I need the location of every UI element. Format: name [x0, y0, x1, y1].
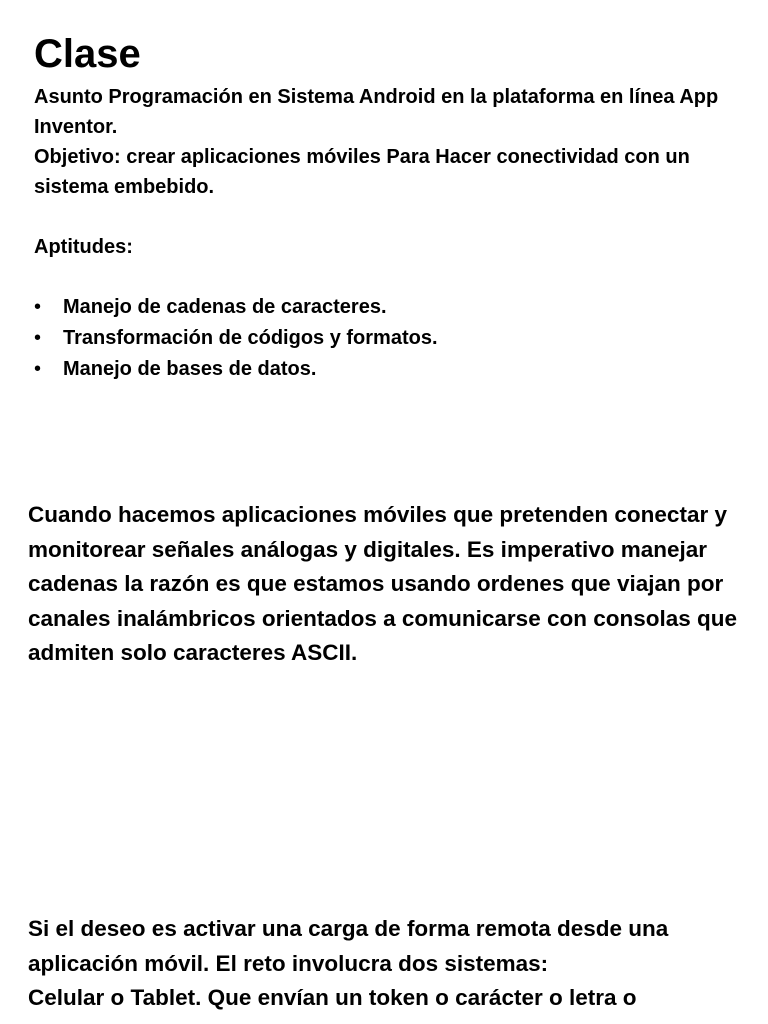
- skill-text: Transformación de códigos y formatos.: [63, 327, 438, 349]
- skills-heading: Aptitudes:: [34, 236, 133, 258]
- bullet-icon: •: [34, 358, 42, 380]
- list-item: [34, 292, 744, 323]
- intro-section: [34, 82, 744, 385]
- spacer: [34, 202, 744, 232]
- paragraph-strings-rationale: Cuando hacemos aplicaciones móviles que pretenden conectar y monitorear señales análogas y digitales. Es imperativo manejar cadenas la razón es que estamos usando ordenes que viajan por canales inalámbricos orientados a comunicarse con consolas que admiten solo caracteres ASCII.: [28, 502, 738, 665]
- bullet-icon: •: [34, 327, 42, 349]
- paragraph-remote-load: [28, 912, 750, 1016]
- bullet-icon: •: [34, 296, 42, 318]
- objective-line: Objetivo: crear aplicaciones móviles Para Hacer conectividad con un sistema embebido.: [34, 146, 690, 198]
- subject-line: Asunto Programación en Sistema Android en la plataforma en línea App Inventor.: [34, 86, 719, 138]
- paragraph-line: Celular o Tablet. Que envían un token o carácter o letra o: [28, 985, 637, 1010]
- list-item: [34, 354, 744, 385]
- skill-text: Manejo de bases de datos.: [63, 358, 317, 380]
- skill-text: Manejo de cadenas de caracteres.: [63, 296, 387, 318]
- skills-list: [34, 292, 744, 385]
- page-title: Clase: [34, 32, 141, 76]
- paragraph-line: Si el deseo es activar una carga de forma remota desde una aplicación móvil. El reto involucra dos sistemas:: [28, 916, 669, 976]
- list-item: [34, 323, 744, 354]
